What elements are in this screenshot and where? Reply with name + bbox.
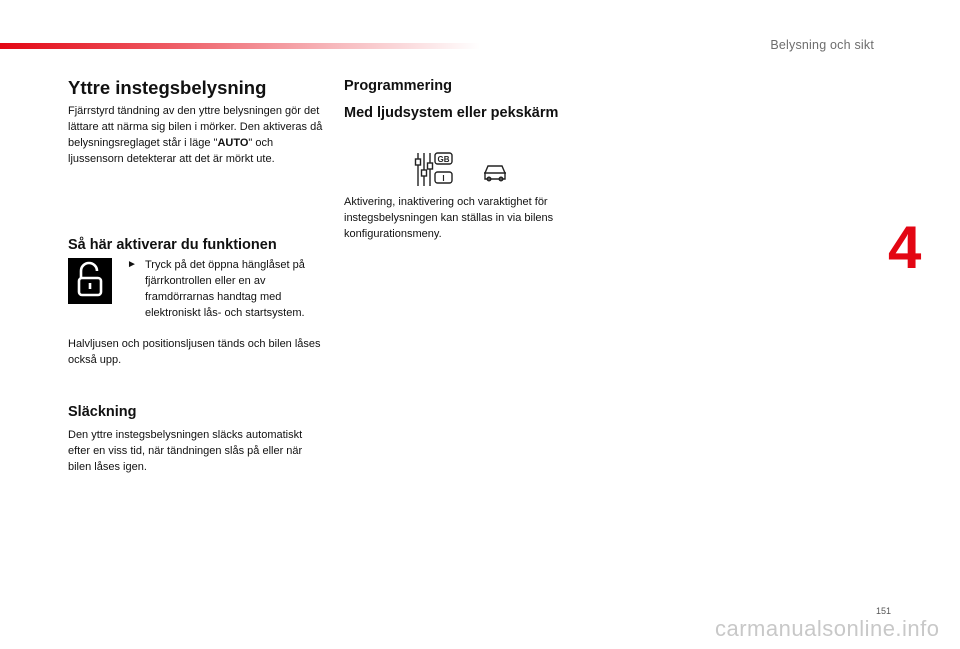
page-title: Yttre instegsbelysning bbox=[68, 77, 267, 98]
bullet-marker: ► bbox=[127, 259, 137, 270]
off-heading: Släckning bbox=[68, 404, 137, 420]
bullet-text: Tryck på det öppna hänglåset på fjärrkontrollen eller en av framdörrarnas handtag med elektroniskt lås- och startsystem. bbox=[145, 259, 305, 319]
chapter-number: 4 bbox=[888, 214, 922, 281]
page-number: 151 bbox=[876, 606, 892, 616]
section-title: Belysning och sikt bbox=[770, 38, 874, 52]
programming-subheading: Med ljudsystem eller pekskärm bbox=[344, 105, 559, 121]
activate-heading: Så här aktiverar du funktionen bbox=[68, 237, 277, 253]
programming-description: Aktivering, inaktivering och varaktighet för instegsbelysningen kan ställas in via bilens konfigurationsmeny. bbox=[344, 196, 554, 240]
open-padlock-icon bbox=[68, 258, 112, 304]
programming-heading: Programmering bbox=[344, 78, 452, 94]
programming-icons bbox=[413, 150, 513, 190]
intro-paragraph: Fjärrstyrd tändning av den yttre belysningen gör det lättare att närma sig bilen i mörker. Den aktiveras då belysningsreglaget står i läge "AUTO" och ljussensorn detekterar att det är mörkt ute. bbox=[68, 105, 323, 165]
watermark-text: carmanualsonline.info bbox=[715, 616, 940, 641]
gb-badge-text: GB bbox=[437, 155, 450, 164]
result-paragraph: Halvljusen och positionsljusen tänds och bilen låses också upp. bbox=[68, 338, 321, 366]
top-accent-bar bbox=[0, 43, 480, 49]
i-badge-text: I bbox=[442, 174, 445, 183]
settings-sliders-icon bbox=[413, 150, 513, 190]
off-paragraph: Den yttre instegsbelysningen släcks automatiskt efter en viss tid, när tändningen slås på eller när bilen låses igen. bbox=[68, 429, 303, 473]
